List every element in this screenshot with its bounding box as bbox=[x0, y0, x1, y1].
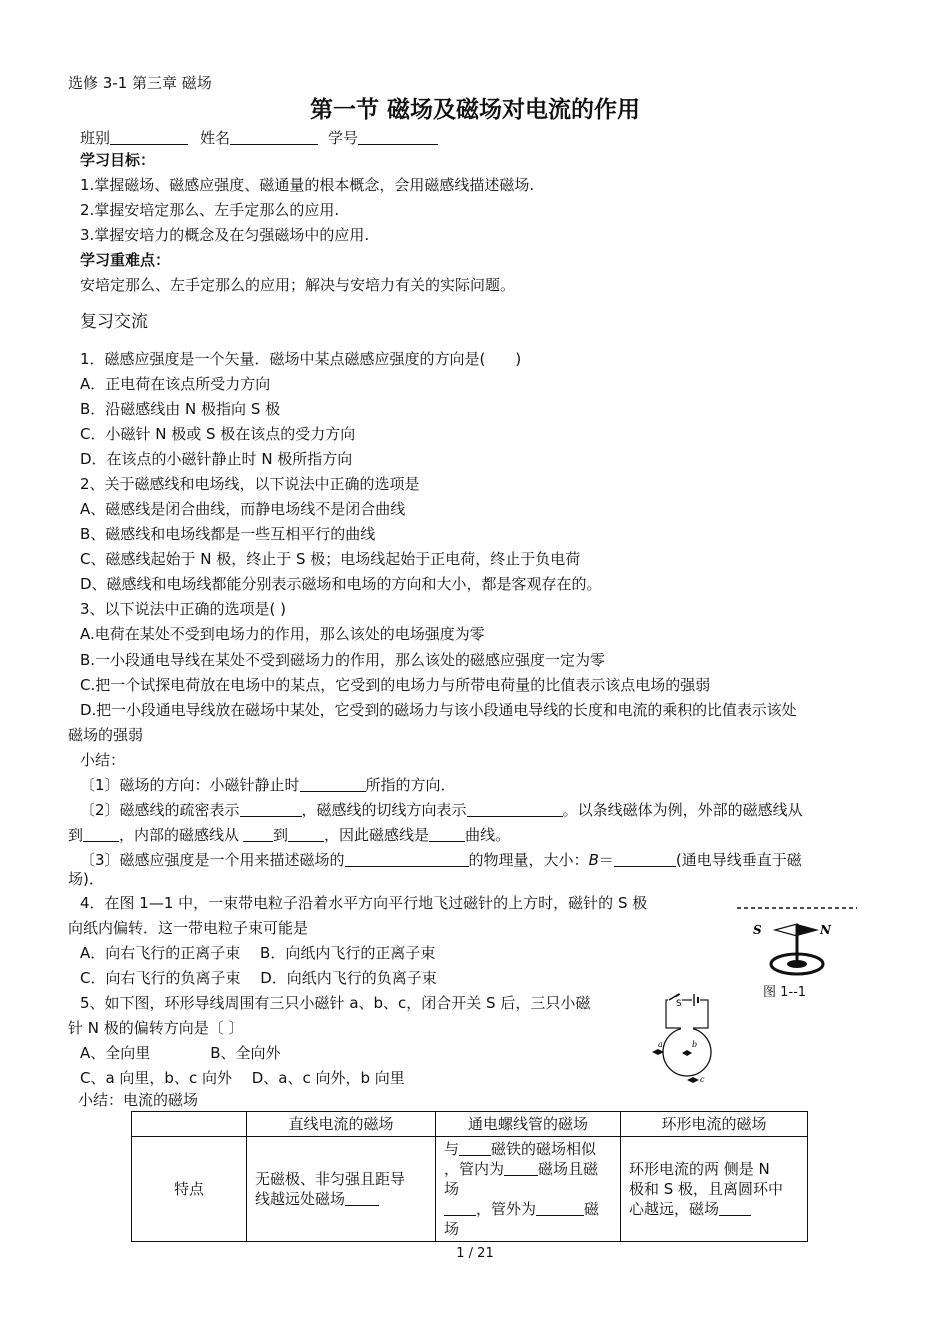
answer-blank[interactable] bbox=[83, 826, 119, 842]
answer-blank[interactable] bbox=[614, 851, 676, 867]
summary-text: 到 bbox=[68, 826, 84, 844]
id-label: 学号 bbox=[328, 129, 359, 147]
q2-option: D、磁感线和电场线都能分别表示磁场和电场的方向和大小，都是客观存在的。 bbox=[80, 575, 602, 593]
page-number: 1 / 21 bbox=[456, 1246, 494, 1261]
review-heading: 复习交流 bbox=[80, 312, 148, 332]
goal-item: 2.掌握安培定那么、左手定那么的应用. bbox=[80, 201, 340, 219]
fig-s-label: S bbox=[753, 923, 762, 937]
q3-option: B.一小段通电导线在某处不受到磁场力的作用，那么该处的磁感应强度一定为零 bbox=[80, 651, 606, 669]
summary-text: 〔3〕磁感应强度是一个用来描述磁场的 bbox=[80, 851, 345, 869]
table-header-row bbox=[132, 1112, 808, 1137]
needle-s-half bbox=[775, 924, 797, 936]
q4-options-ab: A．向右飞行的正离子束 B．向纸内飞行的正离子束 bbox=[80, 944, 436, 962]
summary-text: ＝ bbox=[598, 851, 614, 869]
answer-blank[interactable] bbox=[719, 1200, 751, 1216]
cell-text: 磁铁的磁场相似 bbox=[491, 1140, 597, 1158]
q1-option: D．在该点的小磁针静止时 N 极所指方向 bbox=[80, 450, 353, 468]
summary-text: ，内部的磁感线从 bbox=[119, 826, 240, 844]
q4-stem-cont: 向纸内偏转．这一带电粒子束可能是 bbox=[68, 919, 309, 937]
cell-text: 极和 S 极，且离圆环中 bbox=[629, 1180, 784, 1198]
page-title: 第一节 磁场及磁场对电流的作用 bbox=[309, 97, 640, 123]
goals-heading: 学习目标： bbox=[80, 151, 156, 169]
needle-a-label: a bbox=[658, 1040, 663, 1049]
q2-option: B、磁感线和电场线都是一些互相平行的曲线 bbox=[80, 525, 376, 543]
answer-blank[interactable] bbox=[429, 826, 465, 842]
table-row bbox=[132, 1137, 808, 1242]
switch-label: S bbox=[676, 999, 682, 1009]
q5-stem-cont: 针 N 极的偏转方向是〔 〕 bbox=[68, 1019, 244, 1037]
keypoints-heading: 学习重难点： bbox=[80, 251, 171, 269]
cell-text: 心越远，磁场 bbox=[629, 1200, 720, 1218]
answer-blank[interactable] bbox=[345, 851, 469, 867]
summary-text: 的物理量，大小： bbox=[468, 851, 589, 869]
needle-a-icon bbox=[652, 1049, 664, 1055]
answer-blank[interactable] bbox=[504, 1160, 538, 1176]
q5-options-ab: A、全向里 B、全向外 bbox=[80, 1044, 281, 1062]
cell-text: 线越远处磁场 bbox=[255, 1190, 346, 1208]
q2-option: C、磁感线起始于 N 极，终止于 S 极；电场线起始于正电荷，终止于负电荷 bbox=[80, 550, 581, 568]
q5-stem: 5、如下图，环形导线周围有三只小磁针 a、b、c，闭合开关 S 后，三只小磁 bbox=[80, 994, 591, 1012]
table-header-cell: 直线电流的磁场 bbox=[247, 1112, 436, 1137]
q4-stem: 4．在图 1—1 中，一束带电粒子沿着水平方向平行地飞过磁针的上方时，磁针的 S 极 bbox=[80, 894, 648, 912]
id-blank[interactable] bbox=[358, 129, 438, 145]
summary-text: 所指的方向． bbox=[365, 776, 456, 794]
class-blank[interactable] bbox=[110, 129, 188, 145]
answer-blank[interactable] bbox=[288, 826, 324, 842]
answer-blank[interactable] bbox=[300, 776, 366, 792]
q3-option: D.把一小段通电导线放在磁场中某处，它受到的磁场力与该小段通电导线的长度和电流的乘积的比值表示该处 bbox=[80, 701, 797, 719]
needle-b-icon bbox=[682, 1050, 692, 1056]
q4-options-cd: C．向右飞行的负离子束 D．向纸内飞行的负离子束 bbox=[80, 969, 437, 987]
compass-base-center bbox=[787, 960, 807, 968]
summary-text: (通电导线垂直于磁 bbox=[675, 851, 802, 869]
answer-blank[interactable] bbox=[345, 1190, 379, 1206]
formula-symbol: B bbox=[588, 851, 599, 869]
ring-gap bbox=[681, 1026, 693, 1030]
cell-text: 与 bbox=[444, 1140, 460, 1158]
table-header-cell: 通电螺线管的磁场 bbox=[436, 1112, 621, 1137]
table-header-cell: 环形电流的磁场 bbox=[621, 1112, 808, 1137]
q5-options-cd: C、a 向里，b、c 向外 D、a、c 向外，b 向里 bbox=[80, 1069, 405, 1087]
summary1-heading: 小结： bbox=[80, 751, 126, 769]
table-corner-cell bbox=[132, 1112, 247, 1137]
q2-stem: 2、关于磁感线和电场线，以下说法中正确的选项是 bbox=[80, 475, 420, 493]
answer-blank[interactable] bbox=[536, 1200, 584, 1216]
summary-text: ，磁感线的切线方向表示 bbox=[301, 801, 467, 819]
cell-text: 场 bbox=[444, 1220, 460, 1238]
summary-text: 〔2〕磁感线的疏密表示 bbox=[80, 801, 240, 819]
q1-option: B．沿磁感线由 N 极指向 S 极 bbox=[80, 400, 281, 418]
cell-text: 环形电流的两 侧是 N bbox=[629, 1160, 770, 1178]
ring-circuit-figure bbox=[648, 990, 728, 1088]
solenoid-cell bbox=[436, 1137, 621, 1242]
q3-stem: 3、以下说法中正确的选项是( ) bbox=[80, 600, 287, 618]
goal-item: 3.掌握安培力的概念及在匀强磁场中的应用. bbox=[80, 226, 370, 244]
fig-n-label: N bbox=[820, 923, 831, 937]
circuit-wire bbox=[666, 1000, 708, 1028]
summary-text: ，因此磁感线是 bbox=[324, 826, 430, 844]
ring-current-cell bbox=[621, 1137, 808, 1242]
compass-figure bbox=[735, 902, 860, 984]
answer-blank[interactable] bbox=[459, 1140, 491, 1156]
name-label: 姓名 bbox=[200, 129, 231, 147]
summary-text: 曲线。 bbox=[465, 826, 511, 844]
current-field-table bbox=[131, 1111, 808, 1242]
summary-line-2 bbox=[80, 800, 803, 820]
cell-text: 磁场且磁场 bbox=[444, 1160, 599, 1198]
goal-item: 1.掌握磁场、磁感应强度、磁通量的根本概念，会用磁感线描述磁场. bbox=[80, 176, 535, 194]
keypoints-text: 安培定那么、左手定那么的应用；解决与安培力有关的实际问题。 bbox=[80, 276, 516, 294]
answer-blank[interactable] bbox=[467, 801, 563, 817]
course-header: 选修 3-1 第三章 磁场 bbox=[68, 74, 212, 92]
summary-text: 〔1〕磁场的方向：小磁针静止时 bbox=[80, 776, 300, 794]
figure-caption: 图 1--1 bbox=[763, 985, 807, 1000]
q3-option-continued: 磁场的强弱 bbox=[68, 726, 144, 744]
summary-line-3-cont: 场)． bbox=[68, 870, 104, 888]
cell-text: 磁 bbox=[584, 1200, 600, 1218]
name-blank[interactable] bbox=[230, 129, 318, 145]
summary2-heading: 小结：电流的磁场 bbox=[78, 1091, 199, 1109]
answer-blank[interactable] bbox=[444, 1200, 476, 1216]
summary-line-1 bbox=[80, 775, 456, 795]
student-info bbox=[80, 128, 438, 148]
q1-stem: 1．磁感应强度是一个矢量．磁场中某点磁感应强度的方向是( ) bbox=[80, 350, 522, 368]
class-label: 班别 bbox=[80, 129, 111, 147]
q1-option: C．小磁针 N 极或 S 极在该点的受力方向 bbox=[80, 425, 356, 443]
cell-text: ，管外为 bbox=[476, 1200, 537, 1218]
needle-b-label: b bbox=[692, 1040, 698, 1049]
summary-line-2-cont bbox=[68, 825, 510, 845]
q3-option: A.电荷在某处不受到电场力的作用，那么该处的电场强度为零 bbox=[80, 625, 485, 643]
q1-option: A．正电荷在该点所受力方向 bbox=[80, 375, 271, 393]
summary-text: 。以条线磁体为例，外部的磁感线从 bbox=[562, 801, 803, 819]
summary-text: 到 bbox=[273, 826, 289, 844]
summary-line-3 bbox=[80, 850, 802, 870]
needle-n-half bbox=[797, 924, 819, 936]
cell-text: ，管内为 bbox=[444, 1160, 505, 1178]
answer-blank[interactable] bbox=[243, 826, 273, 842]
needle-c-icon bbox=[687, 1077, 699, 1083]
needle-c-label: c bbox=[700, 1075, 705, 1084]
cell-text: 无磁极、非匀强且距导 bbox=[255, 1170, 406, 1188]
q3-option: C.把一个试探电荷放在电场中的某点，它受到的电场力与所带电荷量的比值表示该点电场的强弱 bbox=[80, 676, 711, 694]
q2-option: A、磁感线是闭合曲线，而静电场线不是闭合曲线 bbox=[80, 500, 406, 518]
answer-blank[interactable] bbox=[240, 801, 302, 817]
row-label-cell: 特点 bbox=[132, 1137, 247, 1242]
straight-current-cell bbox=[247, 1137, 436, 1242]
